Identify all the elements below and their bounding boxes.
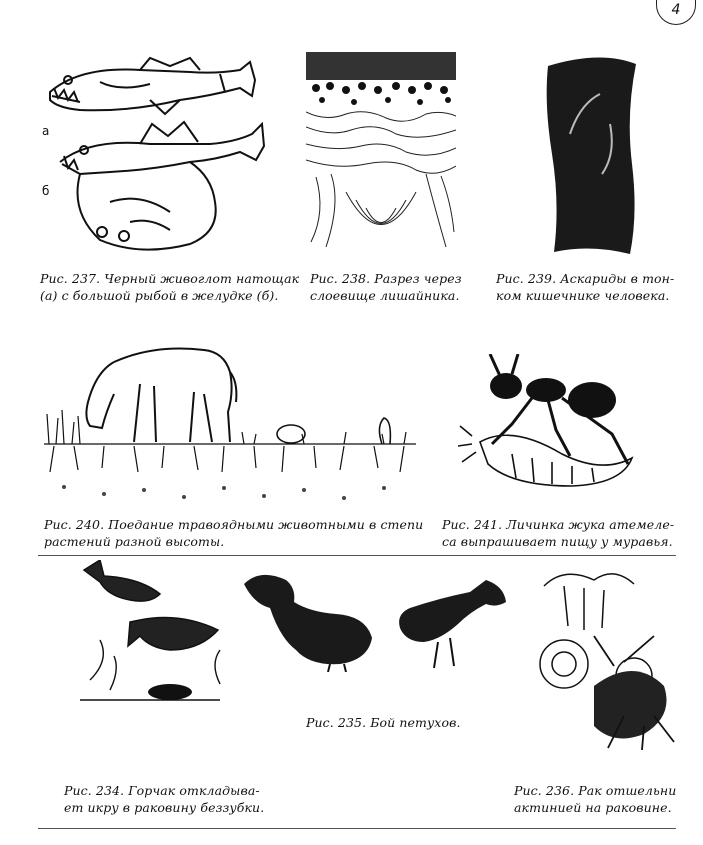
- caption-line: Рис. 236. Рак отшельни: [514, 783, 677, 798]
- caption-line: Рис. 235. Бой петухов.: [306, 715, 461, 730]
- page-number: 4: [656, 0, 696, 25]
- ant-larva-drawing: [452, 354, 648, 494]
- hermit-crab-drawing: [524, 566, 684, 750]
- caption-line: (а) с большой рыбой в желудке (б).: [40, 288, 279, 303]
- fig-234-caption: [64, 782, 264, 816]
- caption-line: актинией на раковине.: [514, 800, 672, 815]
- caption-line: Рис. 241. Личинка жука атемеле-: [442, 517, 675, 532]
- fig-239-illustration: [540, 54, 644, 259]
- fig-237-caption: [40, 270, 299, 304]
- fig-236-illustration: [524, 566, 684, 750]
- caption-line: Рис. 237. Черный живоглот натощак: [40, 271, 300, 286]
- caption-line: са выпрашивает пищу у муравья.: [442, 534, 673, 549]
- caption-line: ет икру в раковину беззубки.: [64, 800, 265, 815]
- fig-240-illustration: [44, 322, 416, 512]
- fig-238-illustration: [306, 52, 456, 257]
- fig-235-caption: [306, 714, 461, 731]
- fig-237-illustration: [40, 52, 270, 257]
- fig-238-caption: [310, 270, 462, 304]
- caption-line: Рис. 234. Горчак откладыва-: [64, 783, 260, 798]
- fig-237-label-a: а: [42, 124, 50, 138]
- fig-241-illustration: [452, 354, 648, 494]
- fig-235-illustration: [240, 568, 510, 672]
- fig-237-label-b: б: [42, 184, 50, 198]
- caption-line: растений разной высоты.: [44, 534, 225, 549]
- intestine-drawing: [540, 54, 644, 259]
- fish-swallower-drawing: [40, 52, 270, 257]
- fig-234-illustration: [70, 560, 230, 710]
- bitterling-drawing: [70, 560, 230, 710]
- fig-239-caption: [496, 270, 674, 304]
- caption-line: Рис. 239. Аскариды в тон-: [496, 271, 675, 286]
- caption-line: ком кишечнике человека.: [496, 288, 670, 303]
- cockfight-drawing: [240, 568, 510, 672]
- lichen-section-drawing: [306, 52, 456, 257]
- caption-line: Рис. 238. Разрез через: [310, 271, 462, 286]
- caption-line: Рис. 240. Поедание травоядными животными в степи: [44, 517, 424, 532]
- steppe-grazing-drawing: [44, 322, 416, 512]
- caption-line: слоевище лишайника.: [310, 288, 460, 303]
- fig-236-caption: [514, 782, 676, 816]
- section-divider: [38, 555, 676, 556]
- fig-241-caption: [442, 516, 674, 550]
- fig-240-caption: [44, 516, 423, 550]
- bottom-divider: [38, 828, 676, 829]
